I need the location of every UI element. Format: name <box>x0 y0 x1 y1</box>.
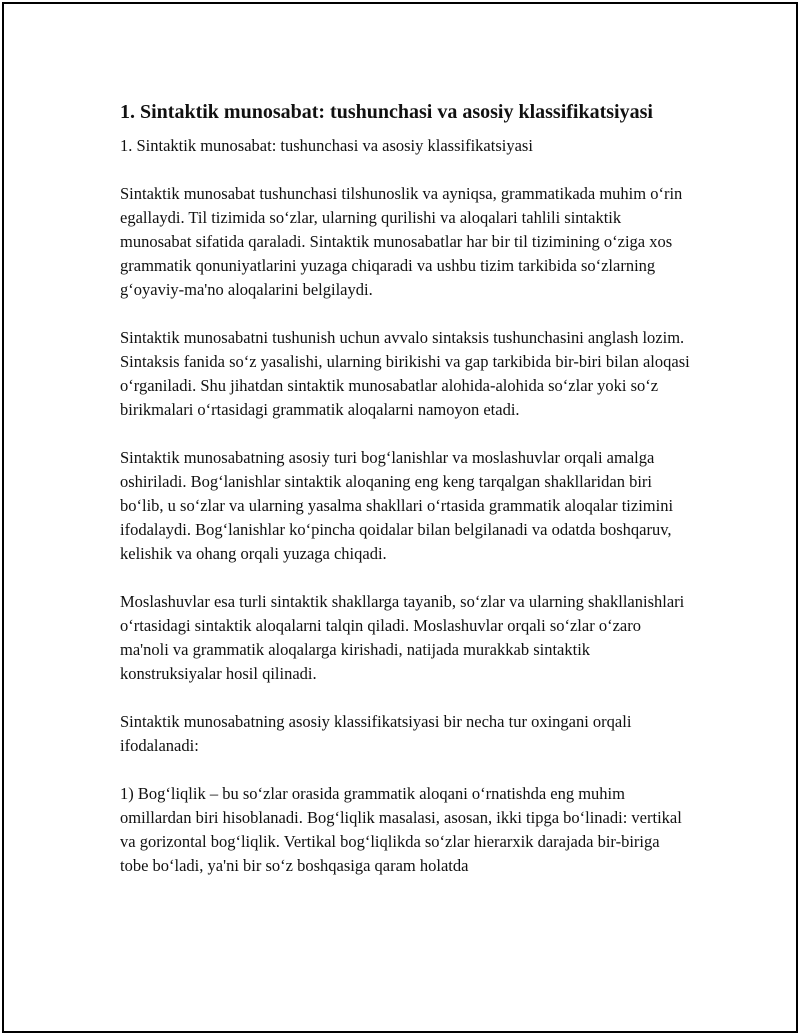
paragraph-6: 1) Bog‘liqlik – bu so‘zlar orasida grammatik aloqani o‘rnatishda eng muhim omillardan biri hisoblanadi. Bog‘liqlik masalasi, asosan, ikki tipga bo‘linadi: vertikal va gorizontal bog‘liqlik. Vertikal bog‘liqlikda so‘zlar hierarxik darajada bir-biriga tobe bo‘ladi, ya'ni bir so‘z boshqasiga qaram holatda <box>120 784 682 875</box>
paragraph-5: Sintaktik munosabatning asosiy klassifikatsiyasi bir necha tur oxingani orqali ifodalanadi: <box>120 712 632 755</box>
page-frame <box>2 2 798 1033</box>
paragraph-1: Sintaktik munosabat tushunchasi tilshunoslik va ayniqsa, grammatikada muhim o‘rin egallaydi. Til tizimida so‘zlar, ularning qurilishi va aloqalari tahlili sintaktik munosabat sifatida qaraladi. Sintaktik munosabatlar har bir til tizimining o‘ziga xos grammatik qonuniyatlarini yuzaga chiqaradi va ushbu tizim tarkibida so‘zlarning g‘oyaviy-ma'no aloqalarini belgilaydi. <box>120 184 683 299</box>
document-body <box>120 100 692 902</box>
paragraph-2: Sintaktik munosabatni tushunish uchun avvalo sintaksis tushunchasini anglash lozim. Sintaksis fanida so‘z yasalishi, ularning birikishi va gap tarkibida bir-biri bilan aloqasi o‘rganiladi. Shu jihatdan sintaktik munosabatlar alohida-alohida so‘zlar yoki so‘z birikmalari o‘rtasidagi grammatik aloqalarni namoyon etadi. <box>120 328 690 419</box>
paragraph-4: Moslashuvlar esa turli sintaktik shakllarga tayanib, so‘zlar va ularning shakllanishlari o‘rtasidagi sintaktik aloqalarni talqin qiladi. Moslashuvlar orqali so‘zlar o‘zaro ma'noli va grammatik aloqalarga kirishadi, natijada murakkab sintaktik konstruksiyalar hosil qilinadi. <box>120 592 685 683</box>
document-subtitle: 1. Sintaktik munosabat: tushunchasi va asosiy klassifikatsiyasi <box>120 136 533 155</box>
document-title: 1. Sintaktik munosabat: tushunchasi va asosiy klassifikatsiyasi <box>120 101 653 123</box>
paragraph-3: Sintaktik munosabatning asosiy turi bog‘lanishlar va moslashuvlar orqali amalga oshiriladi. Bog‘lanishlar sintaktik aloqaning eng keng tarqalgan shakllaridan biri bo‘lib, u so‘zlar va ularning yasalma shakllari o‘rtasida grammatik aloqalar tizimini ifodalaydi. Bog‘lanishlar ko‘pincha qoidalar bilan belgilanadi va odatda boshqaruv, kelishik va ohang orqali yuzaga chiqadi. <box>120 448 674 563</box>
